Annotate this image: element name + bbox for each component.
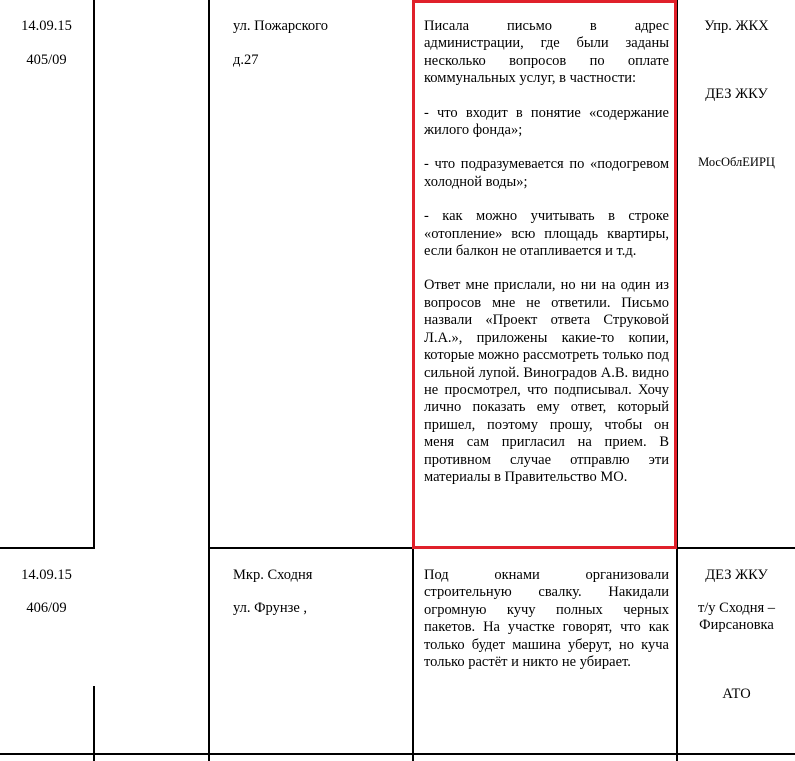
row2-org-1: ДЕЗ ЖКУ (705, 567, 768, 583)
row2-paragraph-1: Под окнами организовали строительную свалку. Накидали огромную кучу полных черных пакетов. На участке говорят, что как только будет машина уберут, но куча только растёт и никто не убирает. (424, 567, 669, 671)
column-divider-1-lower (93, 686, 95, 761)
row2-org-2: т/у Сходня – Фирсановка (697, 600, 776, 634)
row1-complaint-text (424, 18, 669, 486)
row1-paragraph-5: Ответ мне прислали, но ни на один из вопросов мне не ответили. Письмо назвали «Проект ответа Струковой Л.А.», приложены какие-то копии, которые можно рассмотреть только под сильной лупой. Виноградов А.В. видно не просмотрел, что подписывал. Хочу лично показать ему ответ, который пришел, поэтому прошу, чтобы он меня сам пригласил на прием. В противном случае отправлю эти материалы в Правительство МО. (424, 277, 669, 485)
row1-paragraph-1: Писала письмо в адрес администрации, где были заданы несколько вопросов по оплате коммунальных услуг, в частности: (424, 18, 669, 87)
column-divider-2 (208, 0, 210, 761)
row2-number: 406/09 (26, 600, 67, 616)
table-bottom-border (0, 753, 795, 755)
row1-org-3: МосОблЕИРЦ (698, 155, 775, 169)
row-divider (0, 547, 93, 549)
row1-date: 14.09.15 (21, 18, 72, 34)
row1-org-1: Упр. ЖКХ (704, 18, 769, 34)
row1-address-house: д.27 (233, 52, 259, 68)
row1-org-2: ДЕЗ ЖКУ (705, 86, 768, 102)
column-divider-1 (93, 0, 95, 549)
row2-address-street: ул. Фрунзе , (233, 600, 308, 616)
row2-date: 14.09.15 (21, 567, 72, 583)
row1-paragraph-3: - что подразумевается по «подогревом холодной воды»; (424, 156, 669, 190)
row2-address-district: Мкр. Сходня (233, 567, 313, 583)
row2-org-3: АТО (722, 686, 751, 702)
row1-paragraph-4: - как можно учитывать в строке «отопление» всю площадь квартиры, если балкон не отапливается и т.д. (424, 208, 669, 260)
row1-paragraph-2: - что входит в понятие «содержание жилого фонда»; (424, 104, 669, 139)
row1-number: 405/09 (26, 52, 67, 68)
row2-complaint-text (424, 567, 669, 671)
row1-address-street: ул. Пожарского (233, 18, 328, 34)
